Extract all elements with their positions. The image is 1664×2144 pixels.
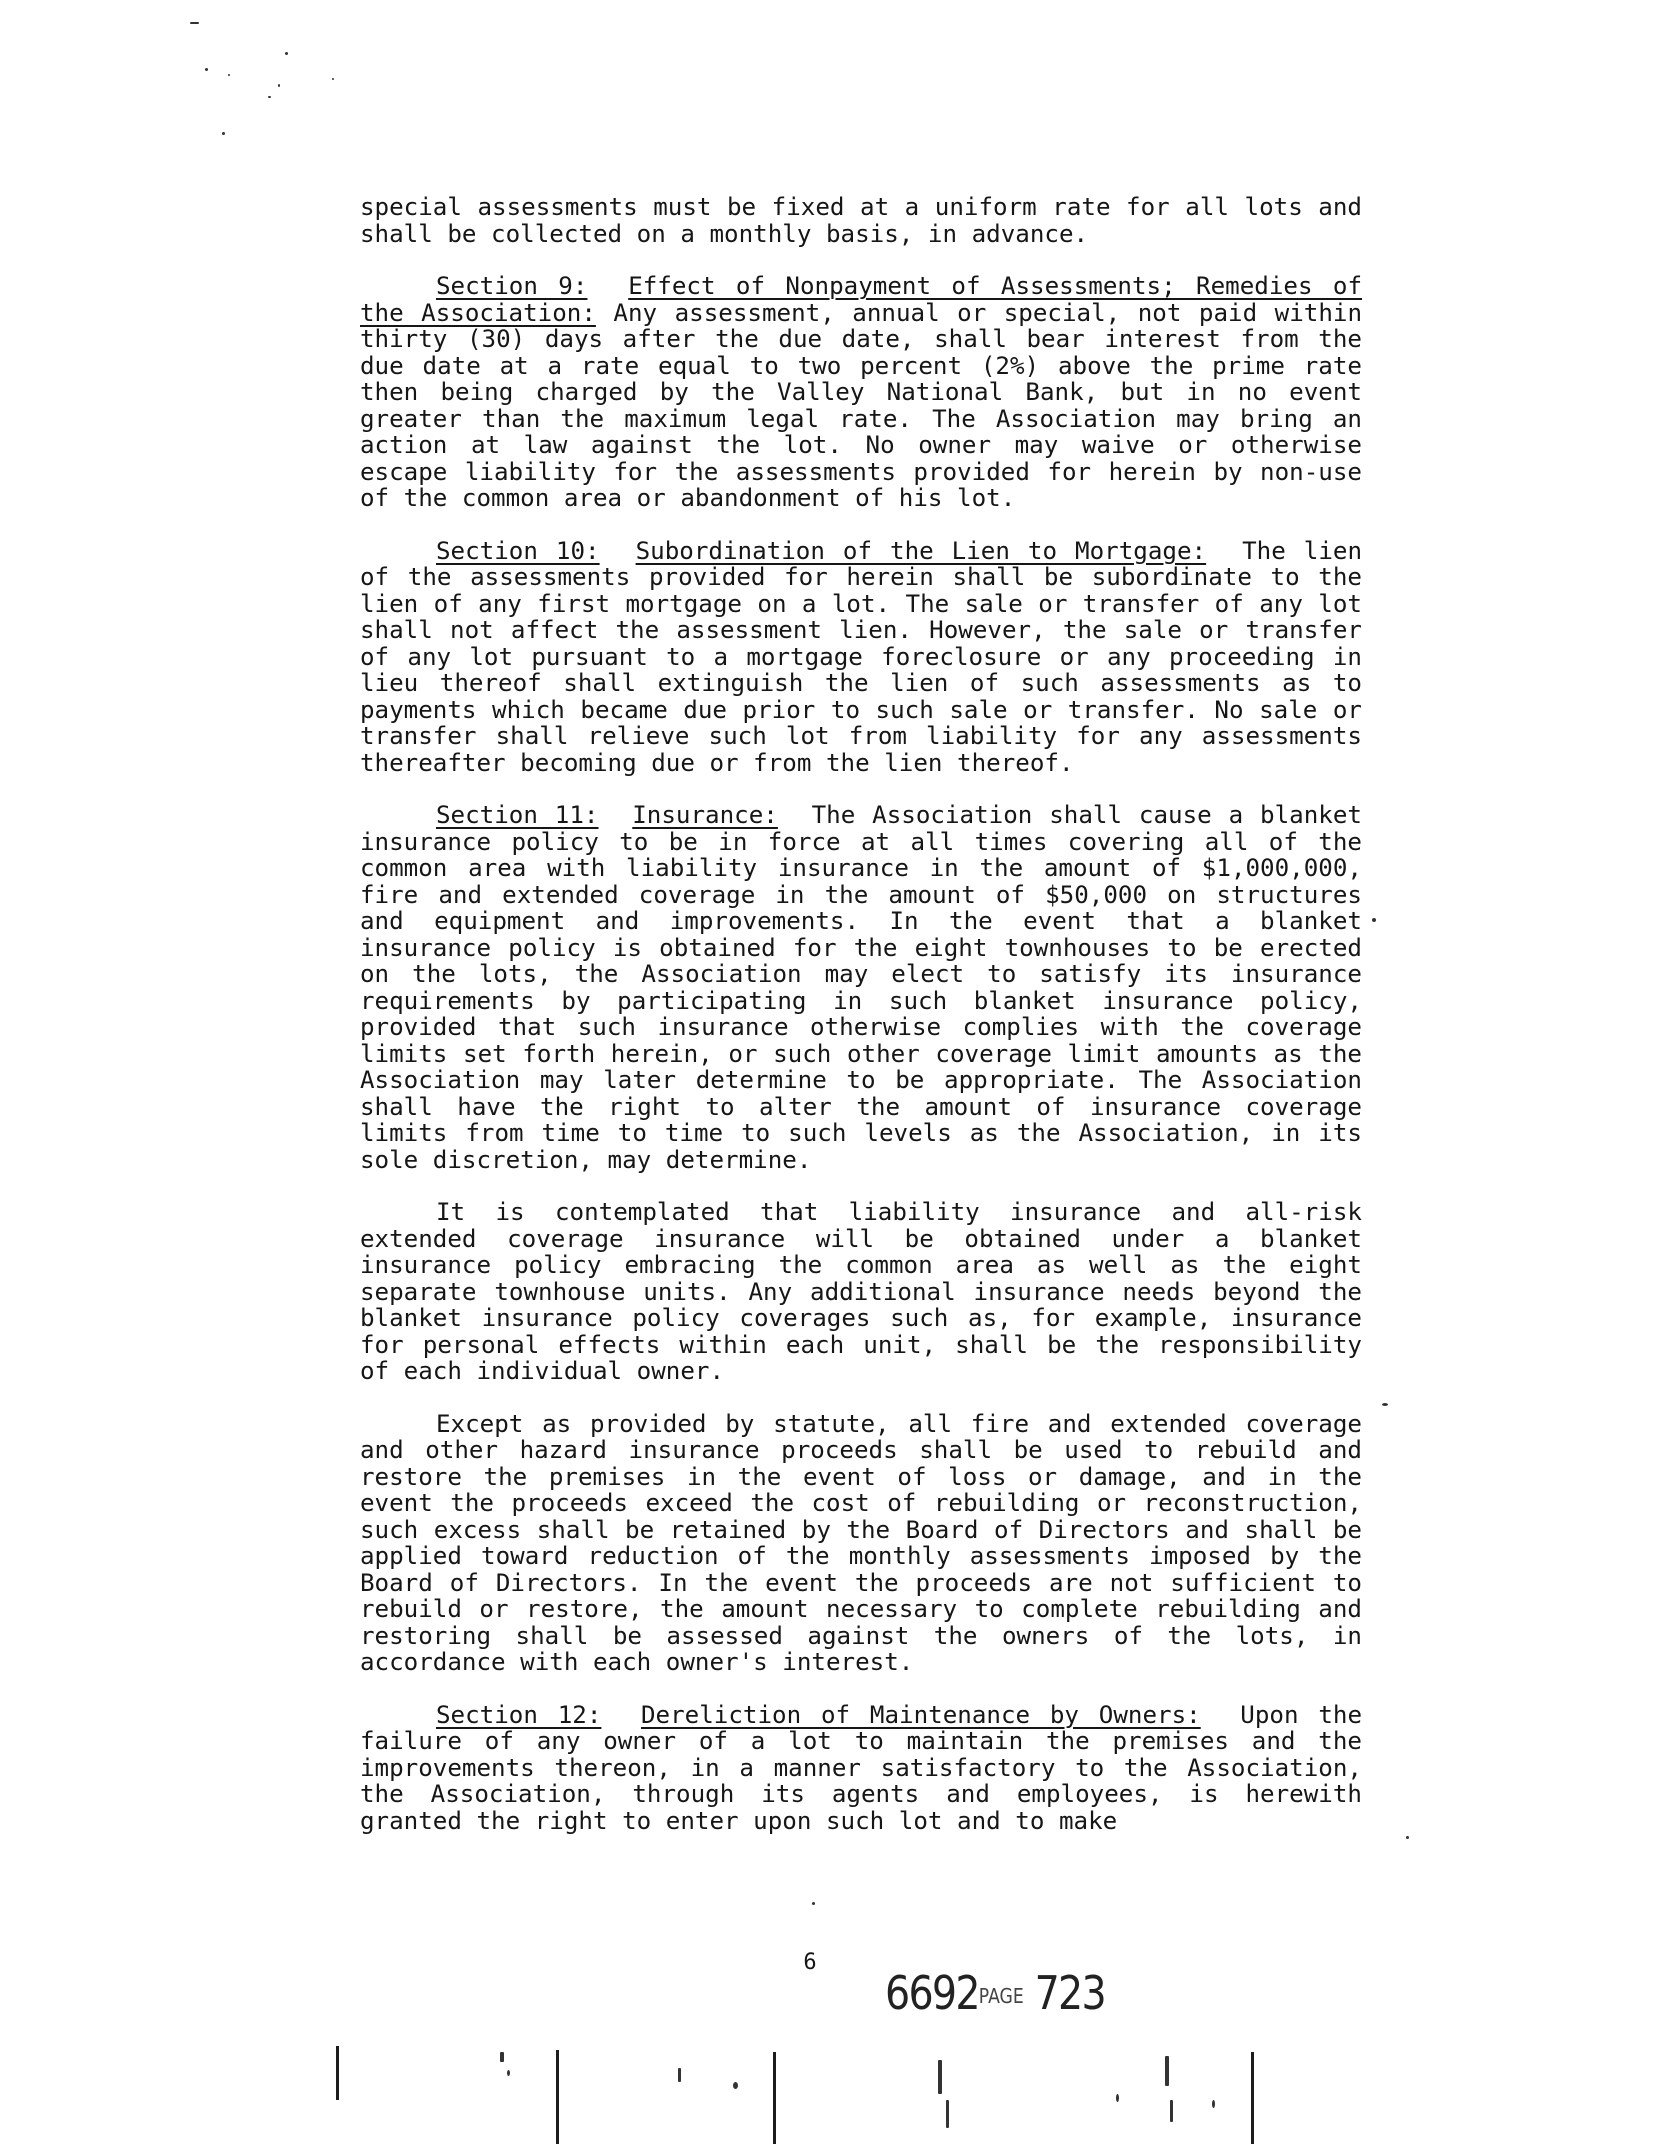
paragraph-text: special assessments must be fixed at a uniform rate for all lots and shall be collected on a monthly basis, in advance. xyxy=(360,193,1362,248)
paragraph-contemplated xyxy=(360,1199,1362,1385)
scan-speck xyxy=(278,84,280,87)
section-number: Section 10: xyxy=(436,536,600,565)
section-body: The Association shall cause a blanket insurance policy to be in force at all times covering all of the common area with liability insurance in the amount of $1,000,000, fire and extended coverage in the amount of $50,000 on structures and equipment and improvements. In the event that a blanket insurance policy is obtained for the eight townhouses to be erected on the lots, the Association may elect to satisfy its insurance requirements by participating in such blanket insurance policy, provided that such insurance otherwise complies with the coverage limits set forth herein, or such other coverage limit amounts as the Association may later determine to be appropriate. The Association shall have the right to alter the amount of insurance coverage limits from time to time to such levels as the Association, in its sole discretion, may determine. xyxy=(360,801,1362,1174)
section-11 xyxy=(360,802,1362,1173)
scan-speck xyxy=(190,22,199,24)
scan-speck xyxy=(222,132,225,135)
scan-speck xyxy=(228,74,230,76)
scan-speck xyxy=(1406,1836,1409,1839)
scan-speck xyxy=(1116,2094,1119,2102)
scan-speck xyxy=(1372,918,1376,922)
section-10 xyxy=(360,538,1362,777)
scan-speck xyxy=(507,2070,510,2076)
stamp-mark: PAGE xyxy=(978,1984,1024,2008)
scan-speck xyxy=(733,2082,738,2089)
section-heading: Subordination of the Lien to Mortgage: xyxy=(635,536,1207,565)
recording-stamp xyxy=(885,1966,1105,2020)
section-body: Any assessment, annual or special, not paid within thirty (30) days after the due date, shall bear interest from the due date at a rate equal to two percent (2%) above the prime rate then being charged by the Valley National Bank, but in no event greater than the maximum legal rate. The Association may bring an action at law against the lot. No owner may waive or otherwise escape liability for the assessments provided for herein by non-use of the common area or abandonment of his lot. xyxy=(360,298,1363,512)
stamp-page: 723 xyxy=(1034,1966,1105,2020)
section-number: Section 12: xyxy=(436,1700,602,1729)
scan-edge-line xyxy=(1251,2052,1254,2144)
paragraph-text: Except as provided by statute, all fire and extended coverage and other hazard insurance proceeds shall be used to rebuild and restore the premises in the event of loss or damage, and in the event the proceeds exceed the cost of rebuilding or reconstruction, such excess shall be retained by the Board of Directors and shall be applied toward reduction of the monthly assessments imposed by the Board of Directors. In the event the proceeds are not sufficient to rebuild or restore, the amount necessary to complete rebuilding and restoring shall be assessed against the owners of the lots, in accordance with each owner's interest. xyxy=(360,1409,1362,1676)
section-12 xyxy=(360,1702,1362,1835)
stamp-book: 6692 xyxy=(885,1966,979,2020)
scan-speck xyxy=(268,96,271,98)
section-body: Upon the failure of any owner of a lot to maintain the premises and the improvements thereon, in a manner satisfactory to the Association, the Association, through its agents and employees, is herewith granted the right to enter upon such lot and to make xyxy=(360,1700,1363,1835)
paragraph-assessment-rate xyxy=(360,194,1362,247)
scan-edge-line xyxy=(556,2050,559,2144)
paragraph-except xyxy=(360,1411,1362,1676)
scan-speck xyxy=(1212,2100,1215,2108)
scan-speck xyxy=(946,2100,949,2128)
section-9 xyxy=(360,273,1362,512)
section-heading: Dereliction of Maintenance by Owners: xyxy=(641,1700,1201,1729)
scan-speck xyxy=(812,1902,815,1905)
scan-speck xyxy=(938,2060,942,2094)
paragraph-text: It is contemplated that liability insurance and all-risk extended coverage insurance will be obtained under a blanket insurance policy embracing the common area as well as the eight separate townhouse units. Any additional insurance needs beyond the blanket insurance policy coverages such as, for example, insurance for personal effects within each unit, shall be the responsibility of each individual owner. xyxy=(360,1198,1362,1385)
section-heading: Insurance: xyxy=(632,801,778,829)
scan-speck xyxy=(1165,2056,1169,2086)
scan-edge-line xyxy=(336,2046,339,2100)
scan-speck xyxy=(1382,1403,1388,1406)
section-heading: Effect of Nonpayment of Assessments; Remedies of the Association: xyxy=(360,272,1363,327)
section-body: The lien of the assessments provided for herein shall be subordinate to the lien of any first mortgage on a lot. The sale or transfer of any lot shall not affect the assessment lien. However, the sale or transfer of any lot pursuant to a mortgage foreclosure or any proceeding in lieu thereof shall extinguish the lien of such assessments as to payments which became due prior to such sale or transfer. No sale or transfer shall relieve such lot from liability for any assessments thereafter becoming due or from the lien thereof. xyxy=(360,536,1363,777)
scan-speck xyxy=(332,78,334,80)
scan-speck xyxy=(678,2068,681,2082)
scan-speck xyxy=(1170,2100,1173,2122)
scan-speck xyxy=(285,52,288,55)
section-number: Section 9: xyxy=(436,272,588,300)
section-number: Section 11: xyxy=(436,801,599,829)
scan-speck xyxy=(500,2052,504,2062)
scan-speck xyxy=(205,68,208,71)
document-body xyxy=(360,194,1362,1834)
scan-edge-line xyxy=(773,2052,776,2144)
page-number: 6 xyxy=(803,1950,817,1975)
